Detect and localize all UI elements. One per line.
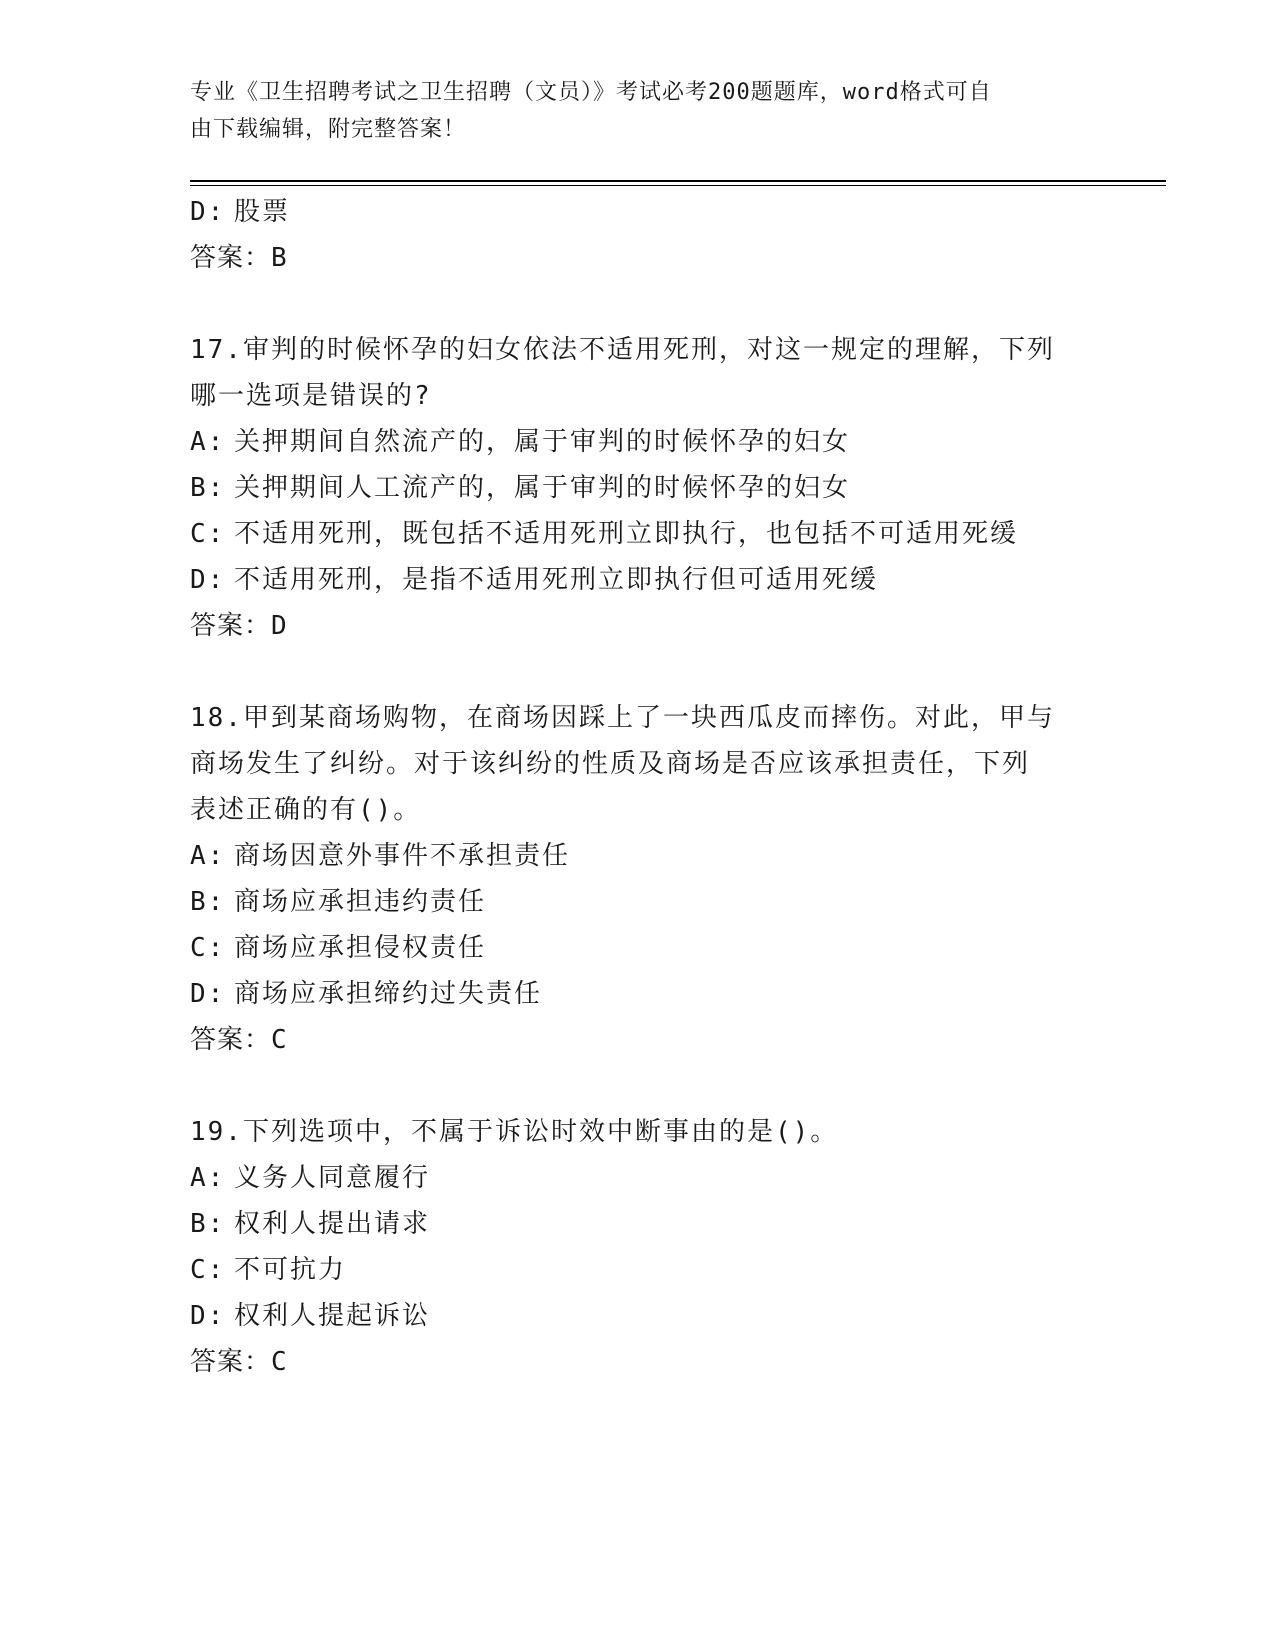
stem-line: 19.下列选项中，不属于诉讼时效中断事由的是()。 <box>190 1117 839 1147</box>
page-header <box>190 74 1090 148</box>
option-line <box>190 1247 1090 1293</box>
header-line: 由下载编辑，附完整答案！ <box>190 117 467 142</box>
answer-line <box>190 1017 1090 1063</box>
option-line <box>190 925 1090 971</box>
option-text: 商场应承担缔约过失责任 <box>234 979 543 1009</box>
answer-label: 答案： <box>190 1025 272 1055</box>
answer-line <box>190 1339 1090 1385</box>
option-text: 商场因意外事件不承担责任 <box>234 841 571 871</box>
option-text: 不适用死刑，是指不适用死刑立即执行但可适用死缓 <box>234 565 879 595</box>
answer-value: C <box>271 1347 287 1377</box>
option-line <box>190 879 1090 925</box>
answer-value: D <box>271 611 287 641</box>
option-text: 关押期间自然流产的，属于审判的时候怀孕的妇女 <box>234 427 851 457</box>
option-key: D: <box>190 1301 226 1331</box>
question-stem <box>190 1109 1090 1155</box>
option-key: C: <box>190 1255 226 1285</box>
question-block <box>190 695 1090 1063</box>
header-divider-thick <box>190 180 1166 182</box>
option-line <box>190 971 1090 1017</box>
option-key: D: <box>190 565 226 595</box>
answer-value: C <box>271 1025 287 1055</box>
option-line <box>190 511 1090 557</box>
option-line <box>190 833 1090 879</box>
option-text: 权利人提出请求 <box>234 1209 431 1239</box>
answer-line <box>190 603 1090 649</box>
option-line <box>190 1155 1090 1201</box>
option-key: A: <box>190 841 226 871</box>
question-block <box>190 1109 1090 1385</box>
option-key: B: <box>190 887 226 917</box>
option-line <box>190 1293 1090 1339</box>
option-key: A: <box>190 1163 226 1193</box>
option-key: C: <box>190 933 226 963</box>
option-line <box>190 557 1090 603</box>
option-line <box>190 419 1090 465</box>
option-key: B: <box>190 1209 226 1239</box>
stem-line: 17.审判的时候怀孕的妇女依法不适用死刑，对这一规定的理解，下列 <box>190 335 1055 365</box>
answer-value: B <box>271 243 287 273</box>
document-body <box>190 189 1090 1385</box>
stem-line: 商场发生了纠纷。对于该纠纷的性质及商场是否应该承担责任，下列 <box>190 749 1031 779</box>
option-line <box>190 1201 1090 1247</box>
header-line: 专业《卫生招聘考试之卫生招聘（文员）》考试必考200题题库，word格式可自 <box>190 80 992 105</box>
stem-line: 哪一选项是错误的? <box>190 381 432 411</box>
option-text: 权利人提起诉讼 <box>234 1301 431 1331</box>
option-key: C: <box>190 519 226 549</box>
answer-line <box>190 235 1090 281</box>
option-text: 关押期间人工流产的，属于审判的时候怀孕的妇女 <box>234 473 851 503</box>
question-stem <box>190 695 1090 833</box>
question-block <box>190 327 1090 649</box>
option-key: D: <box>190 197 226 227</box>
option-line <box>190 189 1090 235</box>
option-text: 不适用死刑，既包括不适用死刑立即执行，也包括不可适用死缓 <box>234 519 1019 549</box>
answer-label: 答案： <box>190 1347 272 1377</box>
stem-line: 18.甲到某商场购物，在商场因踩上了一块西瓜皮而摔伤。对此，甲与 <box>190 703 1055 733</box>
header-divider-thin <box>190 185 1166 186</box>
option-text: 不可抗力 <box>234 1255 347 1285</box>
option-line <box>190 465 1090 511</box>
answer-label: 答案： <box>190 611 272 641</box>
option-text: 商场应承担侵权责任 <box>234 933 487 963</box>
option-key: A: <box>190 427 226 457</box>
option-key: B: <box>190 473 226 503</box>
option-text: 股票 <box>234 197 291 227</box>
stem-line: 表述正确的有()。 <box>190 795 422 825</box>
option-text: 商场应承担违约责任 <box>234 887 487 917</box>
answer-label: 答案： <box>190 243 272 273</box>
option-text: 义务人同意履行 <box>234 1163 431 1193</box>
question-stem <box>190 327 1090 419</box>
option-key: D: <box>190 979 226 1009</box>
